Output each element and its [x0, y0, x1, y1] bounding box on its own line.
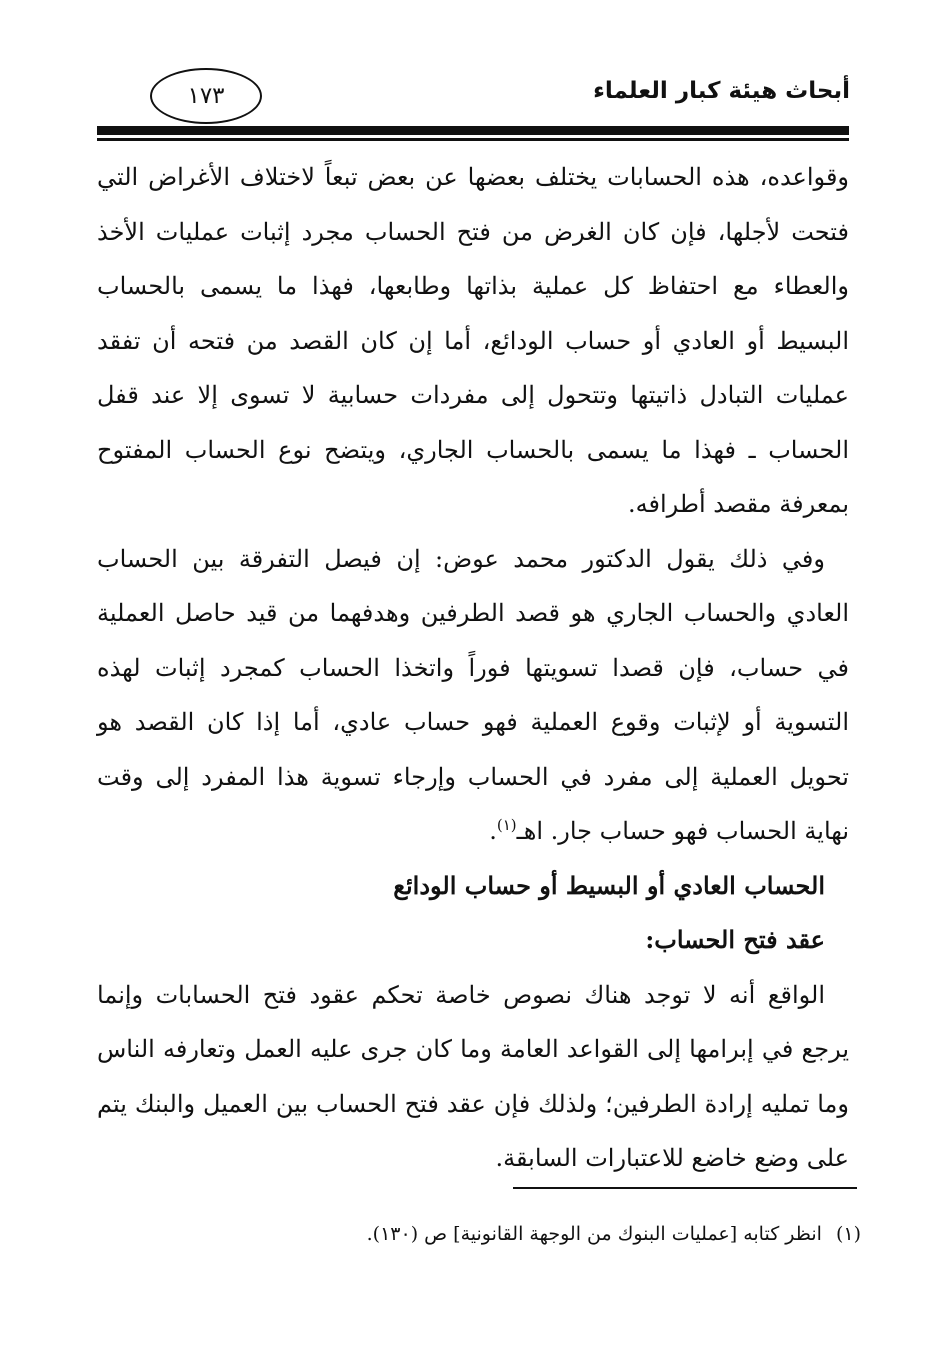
footnote: [367, 1223, 861, 1245]
footnote-number: (١): [835, 1223, 861, 1245]
footnote-separator: [513, 1187, 857, 1189]
paragraph-2: [97, 532, 849, 859]
header-rule-thick: [97, 126, 849, 135]
header-rule-thin: [97, 138, 849, 141]
paragraph-3: الواقع أنه لا توجد هناك نصوص خاصة تحكم عقود فتح الحسابات وإنما يرجع في إبرامها إلى القواعد العامة وما كان جرى عليه العمل وتعارفه الناس وما تمليه إرادة الطرفين؛ ولذلك فإن عقد فتح الحساب بين العميل والبنك يتم على وضع خاضع للاعتبارات السابقة.: [97, 980, 849, 1172]
footnote-reference: (١): [496, 816, 517, 834]
footnote-text: انظر كتابه [عمليات البنوك من الوجهة القانونية] ص (١٣٠).: [366, 1223, 822, 1245]
paragraph-2-text: وفي ذلك يقول الدكتور محمد عوض: إن فيصل التفرقة بين الحساب العادي والحساب الجاري هو قصد الطرفين وهدفهما من قيد حاصل العملية في حساب، فإن قصدا تسويتها فوراً واتخذا الحساب كمجرد إثبات لهذه التسوية أو لإثبات وقوع العملية فهو حساب عادي، أما إذا كان القصد هو تحويل العملية إلى مفرد في الحساب وإرجاء تسوية هذا المفرد إلى وقت نهاية الحساب فهو حساب جار. اهـ: [97, 544, 849, 845]
subsection-heading: عقد فتح الحساب:: [645, 925, 825, 954]
page-number: ١٧٣: [187, 83, 225, 109]
running-title: أبحاث هيئة كبار العلماء: [593, 78, 850, 104]
section-heading: الحساب العادي أو البسيط أو حساب الودائع: [393, 870, 825, 900]
paragraph-1: وقواعده، هذه الحسابات يختلف بعضها عن بعض تبعاً لاختلاف الأغراض التي فتحت لأجلها، فإن كان الغرض من فتح الحساب مجرد إثبات عمليات الأخذ والعطاء مع احتفاظ كل عملية بذاتها وطابعها، فهذا ما يسمى بالحساب البسيط أو العادي أو حساب الودائع، أما إن كان القصد من فتحه أن تفقد عمليات التبادل ذاتيتها وتتحول إلى مفردات حسابية لا تسوى إلا عند قفل الحساب ـ فهذا ما يسمى بالحساب الجاري، ويتضح نوع الحساب المفتوح بمعرفة مقصد أطرافه.: [97, 163, 849, 518]
main-text: [97, 150, 849, 1186]
paragraph-2-end: .: [489, 817, 497, 845]
page-number-oval: [150, 68, 262, 124]
